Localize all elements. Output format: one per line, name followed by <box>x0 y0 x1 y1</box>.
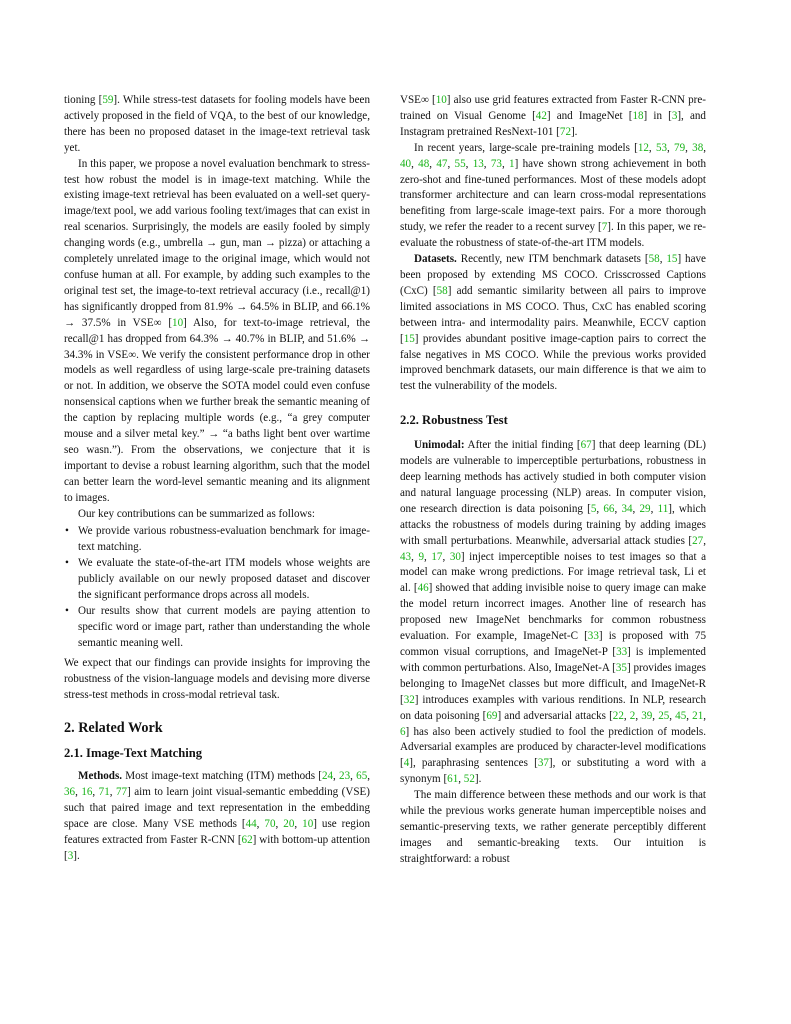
paragraph-expectation: We expect that our findings can provide insights for improving the robustness of the vision-language models and devising more diverse stress-test methods in cross-modal retrieval task. <box>64 656 370 701</box>
citation-link[interactable]: 45 <box>675 709 687 722</box>
citation-link[interactable]: 66 <box>603 502 615 515</box>
citation-link[interactable]: 24 <box>321 770 334 783</box>
citation-link[interactable]: 58 <box>436 284 448 297</box>
citation-link[interactable]: 17 <box>431 550 443 563</box>
citation-link[interactable]: 65 <box>356 770 368 783</box>
citation-link[interactable]: 4 <box>403 757 410 770</box>
paragraph-intro-end: tioning [59]. While stress-test datasets for fooling models have been actively proposed in the field of VQA, to the best of our knowledge, there has been no proposed dataset in the image-text retrieval task yet. <box>64 94 370 154</box>
citation-link[interactable]: 72 <box>559 125 571 138</box>
contributions-list <box>64 524 370 651</box>
citation-link[interactable]: 6 <box>400 725 406 738</box>
citation-link[interactable]: 34 <box>621 502 633 515</box>
paragraph-methods <box>64 769 370 864</box>
citation-link[interactable]: 22 <box>612 709 624 722</box>
citation-link[interactable]: 33 <box>587 630 599 643</box>
citation-link[interactable]: 42 <box>535 109 547 122</box>
citation-link[interactable]: 46 <box>417 582 429 595</box>
citation-link[interactable]: 9 <box>418 550 424 563</box>
citation-link[interactable]: 35 <box>615 661 627 674</box>
citation-link[interactable]: 44 <box>245 818 257 831</box>
run-in-heading-datasets: Datasets. <box>414 253 457 266</box>
right-column <box>400 93 706 868</box>
citation-link[interactable]: 10 <box>435 94 447 106</box>
left-column <box>64 93 370 865</box>
citation-link[interactable]: 59 <box>102 94 114 106</box>
citation-link[interactable]: 33 <box>616 646 628 658</box>
paragraph-pretraining: In recent years, large-scale pre-training models [12, 53, 79, 38, 40, 48, 47, 55, 13, 73, 1] have shown strong achievement in both zero-shot and fine-tuned performances. Most of these models adopt transformer architecture and can learn cross-modal representations benefiting from large-scale image-text pairs. For a more thorough study, we refer the reader to a recent survey [7]. In this paper, we re-evaluate the robustness of state-of-the-art ITM models. <box>400 141 707 250</box>
citation-link[interactable]: 77 <box>115 786 128 799</box>
citation-link[interactable]: 55 <box>454 157 466 170</box>
citation-link[interactable]: 53 <box>655 141 668 154</box>
list-item: • We evaluate the state-of-the-art ITM models whose weights are publicly available on our newly proposed dataset and discover the significant performance drops across all models. <box>64 556 370 604</box>
citation-link[interactable]: 1 <box>509 157 515 170</box>
run-in-heading-unimodal: Unimodal: <box>414 439 465 452</box>
citation-link[interactable]: 20 <box>283 818 295 831</box>
citation-link[interactable]: 37 <box>537 757 549 770</box>
citation-link[interactable]: 32 <box>403 693 415 706</box>
paragraph-main-difference: The main difference between these methods and our work is that while the previous works generate human imperceptible noises and semantic-preserving texts, we rather generate perceptibly different images and semantic-breaking texts. Our intuition is straightforward: a robust <box>400 789 706 865</box>
citation-link[interactable]: 52 <box>463 773 475 786</box>
citation-link[interactable]: 62 <box>241 834 253 847</box>
citation-link[interactable]: 30 <box>449 550 461 563</box>
paragraph-benchmark: In this paper, we propose a novel evaluation benchmark to stress-test how robust the model is in image-text matching. While the existing image-text retrieval has been evaluated on a well-set query-image/text pool, we add various fooling text/images that can exist in real scenarios. Surprisingly, the models are easily fooled by simply changing words (e.g., umbrella → gun, man → pizza) or attaching a completely unrelated image to the original image, which would not confuse human at all. For example, by adding such examples to the original test set, the image-to-text retrieval accuracy (i.e., recall@1) has significantly dropped from 81.9% → 64.5% in BLIP, and 66.1% → 37.5% in VSE∞ [10] Also, for text-to-image retrieval, the recall@1 has dropped from 64.3% → 40.7% in BLIP, and 51.6% → 34.3% in VSE∞. We verify the consistent performance drop in other models as well regardless of using large-scale pre-training datasets or not. In addition, we observe the SOTA model could even confuse nonsensical captions when we further break the semantic meaning of the caption by replacing multiple words (e.g., “a grey computer mouse and a silver metal key.” → “a baths light bent over wartime seo wasn.”). From the observations, we conjecture that it is important to devise a robust learning algorithm, such that the model can better learn the word-level semantic meaning and its alignment to images. <box>64 157 370 504</box>
subsection-title-robustness: 2.2. Robustness Test <box>400 413 508 428</box>
citation-link[interactable]: 48 <box>418 157 430 170</box>
paragraph-contributions-lead: Our key contributions can be summarized as follows: <box>78 507 315 520</box>
citation-link[interactable]: 40 <box>400 157 412 170</box>
citation-link[interactable]: 61 <box>447 773 459 786</box>
subsection-title-itm: 2.1. Image-Text Matching <box>64 746 203 761</box>
paragraph-unimodal <box>400 438 706 788</box>
citation-link[interactable]: 36 <box>64 786 76 799</box>
citation-link[interactable]: 29 <box>639 502 651 515</box>
citation-link[interactable]: 15 <box>403 332 415 345</box>
datasets-text: Recently, new ITM benchmark datasets [58, 15] have been proposed by extending MS COCO. Crisscrossed Captions (CxC) [58] add semantic similarity between all pairs to improve limited associations in MS COCO. Thus, CxC has enabled scoring between intra- and intermodality pairs. Meanwhile, ECCV caption [15] provides abundant positive image-caption pairs to correct the false negatives in MS COCO. While the previous works provided improved benchmark datasets, our main difference is that we aim to test the vulnerability of the models. <box>400 253 706 393</box>
citation-link[interactable]: 11 <box>657 502 669 515</box>
list-item: • Our results show that current models are paying attention to specific word or image part, rather than understanding the whole semantic meaning well. <box>64 604 370 652</box>
citation-link[interactable]: 21 <box>692 709 704 722</box>
citation-link[interactable]: 3 <box>671 109 678 122</box>
citation-link[interactable]: 10 <box>302 818 314 831</box>
citation-link[interactable]: 5 <box>590 502 597 515</box>
citation-link[interactable]: 12 <box>637 141 649 154</box>
citation-link[interactable]: 39 <box>641 709 653 722</box>
citation-link[interactable]: 38 <box>692 141 704 154</box>
citation-link[interactable]: 71 <box>98 786 110 799</box>
citation-link[interactable]: 16 <box>81 786 93 799</box>
citation-link[interactable]: 67 <box>580 439 592 452</box>
section-title-related-work: 2. Related Work <box>64 720 163 737</box>
citation-link[interactable]: 47 <box>436 157 448 170</box>
citation-link[interactable]: 70 <box>264 818 276 831</box>
citation-link[interactable]: 79 <box>674 141 686 154</box>
citation-link[interactable]: 18 <box>632 109 644 122</box>
citation-link[interactable]: 7 <box>601 221 608 234</box>
citation-link[interactable]: 23 <box>339 770 351 783</box>
methods-text: Most image-text matching (ITM) methods [24, 23, 65, 36, 16, 71, 77] aim to learn joint visual-semantic embedding (VSE) such that paired image and text representation in the embedding space are close. Many VSE methods [44, 70, 20, 10] use region features extracted from Faster R-CNN [62] with bottom-up attention [3]. <box>64 770 371 862</box>
citation-link[interactable]: 58 <box>648 253 660 266</box>
citation-link[interactable]: 2 <box>629 709 636 722</box>
citation-link[interactable]: 10 <box>172 316 184 329</box>
citation-link[interactable]: 43 <box>400 550 412 563</box>
paragraph-vse-grid: VSE∞ [10] also use grid features extracted from Faster R-CNN pre-trained on Visual Genome [42] and ImageNet [18] in [3], and Instagram pretrained ResNext-101 [72]. <box>400 94 706 138</box>
paragraph-datasets <box>400 252 706 395</box>
citation-link[interactable]: 13 <box>472 157 484 170</box>
citation-link[interactable]: 25 <box>658 709 670 722</box>
unimodal-text: After the initial finding [67] that deep learning (DL) models are vulnerable to imperceptible perturbations, robustness in deep learning methods has actively studied in both computer vision and natural language processing (NLP) areas. In computer vision, one research direction is data poisoning [5, 66, 34, 29, 11], which attacks the robustness of models during training by adding images with small perturbations. Meanwhile, adversarial attack studies [27, 43, 9, 17, 30] inject imperceptible noises to test images so that a model can make wrong predictions. For image retrieval task, Li et al. [46] showed that adding invisible noise to query image can make the model return incorrect images. Another line of research has proposed new ImageNet benchmarks for common robustness evaluation. For example, ImageNet-C [33] is proposed with 75 common visual corruptions, and ImageNet-P [33] is implemented with common perturbations. Also, ImageNet-A [35] provides images belonging to ImageNet classes but more difficult, and ImageNet-R [32] introduces examples with various renditions. In NLP, research on data poisoning [69] and adversarial attacks [22, 2, 39, 25, 45, 21, 6] has also been actively studied to fool the prediction of models. Adversarial examples are produced by character-level modifications [4], paraphrasing sentences [37], or substituting a word with a synonym [61, 52]. <box>400 439 707 786</box>
citation-link[interactable]: 27 <box>692 534 704 547</box>
citation-link[interactable]: 3 <box>67 849 74 862</box>
list-item: • We provide various robustness-evaluation benchmark for image-text matching. <box>64 524 370 556</box>
citation-link[interactable]: 69 <box>486 709 498 722</box>
citation-link[interactable]: 73 <box>490 157 502 170</box>
citation-link[interactable]: 15 <box>666 253 678 266</box>
run-in-heading-methods: Methods. <box>78 770 123 783</box>
